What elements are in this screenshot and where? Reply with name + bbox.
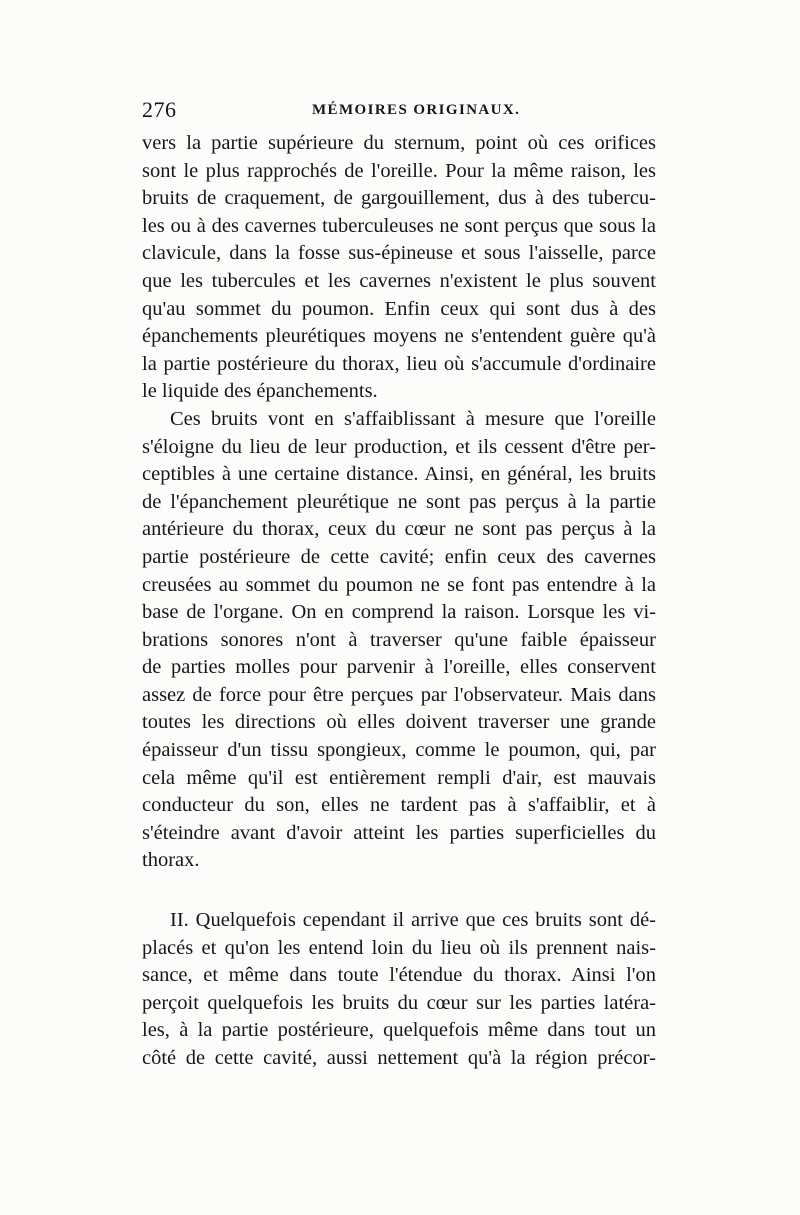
text-line: côté de cette cavité, aussi nettement qu'à la région précor- [142,1047,656,1069]
text-line: les, à la partie postérieure, quelquefois même dans tout un [142,1019,656,1042]
body-text [142,130,656,1073]
text-line: vers la partie supérieure du sternum, point où ces orifices [142,132,656,154]
text-line: qu'au sommet du poumon. Enfin ceux qui sont dus à des [142,297,656,320]
text-line: sont le plus rapprochés de l'oreille. Pour la même raison, les [142,159,656,182]
text-line: Ces bruits vont en s'affaiblissant à mesure que l'oreille [170,407,656,430]
text-line: épanchements pleurétiques moyens ne s'entendent guère qu'à [142,325,656,348]
text-line: thorax. [142,849,200,872]
text-line: de parties molles pour parvenir à l'oreille, elles conservent [142,656,656,679]
text-line: perçoit quelquefois les bruits du cœur sur les parties latéra- [142,991,656,1014]
text-line: que les tubercules et les cavernes n'existent le plus souvent [142,269,656,292]
text-line: conducteur du son, elles ne tardent pas à s'affaiblir, et à [142,794,656,817]
text-line: assez de force pour être perçues par l'observateur. Mais dans [142,683,656,706]
text-line: épaisseur d'un tissu spongieux, comme le poumon, qui, par [142,739,656,762]
page-number: 276 [142,97,177,122]
paragraph-2 [142,406,656,875]
text-line: ceptibles à une certaine distance. Ainsi, en général, les bruits [142,463,656,486]
section-gap [142,875,656,907]
text-line: partie postérieure de cette cavité; enfin ceux des cavernes [142,545,656,568]
text-line: II. Quelquefois cependant il arrive que ces bruits sont dé- [170,909,656,932]
text-line: les ou à des cavernes tuberculeuses ne sont perçus que sous la [142,214,656,237]
text-line: s'éloigne du lieu de leur production, et ils cessent d'être per- [142,435,656,458]
text-line: s'éteindre avant d'avoir atteint les parties superficielles du [142,821,656,844]
text-line: sance, et même dans toute l'étendue du thorax. Ainsi l'on [142,964,656,987]
text-line: placés et qu'on les entend loin du lieu où ils prennent nais- [142,936,656,959]
text-line: creusées au sommet du poumon ne se font pas entendre à la [142,573,656,596]
text-line: de l'épanchement pleurétique ne sont pas perçus à la partie [142,490,656,513]
text-line: le liquide des épanchements. [142,380,378,403]
text-line: clavicule, dans la fosse sus-épineuse et sous l'aisselle, parce [142,242,656,265]
text-line: antérieure du thorax, ceux du cœur ne sont pas perçus à la [142,518,656,541]
text-line: la partie postérieure du thorax, lieu où s'accumule d'ordinaire [142,352,656,375]
paragraph-1 [142,130,656,406]
text-line: toutes les directions où elles doivent traverser une grande [142,711,656,734]
page-header [142,95,672,125]
text-line: base de l'organe. On en comprend la raison. Lorsque les vi- [142,601,656,624]
text-line: bruits de craquement, de gargouillement, dus à des tubercu- [142,187,656,210]
text-line: brations sonores n'ont à traverser qu'une faible épaisseur [142,628,656,651]
text-line: cela même qu'il est entièrement rempli d'air, est mauvais [142,766,656,789]
paragraph-3 [142,907,656,1073]
running-head: MÉMOIRES ORIGINAUX. [312,102,521,118]
